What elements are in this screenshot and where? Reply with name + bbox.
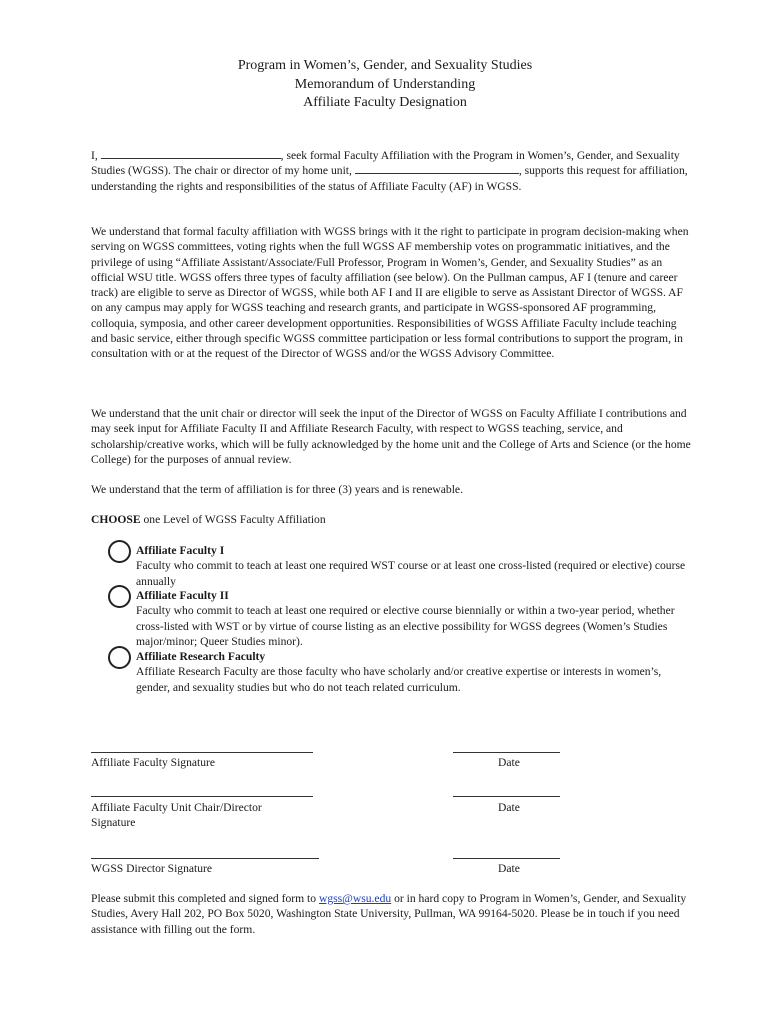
name-blank-field[interactable] <box>101 149 281 159</box>
footer-text-before: Please submit this completed and signed form to <box>91 892 319 905</box>
option-3-description: Affiliate Research Faculty are those faculty who have scholarly and/or creative expertise or interests in women’s, gender, and sexuality studies but who do not teach related curriculum. <box>136 665 662 694</box>
intro-text-1: I, <box>91 149 101 162</box>
unit-chair-label-line1: Affiliate Faculty Unit Chair/Director <box>91 801 262 814</box>
term-paragraph: We understand that the term of affiliation is for three (3) years and is renewable. <box>91 483 463 496</box>
header-designation-title: Affiliate Faculty Designation <box>303 95 467 110</box>
director-date-label: Date <box>498 862 520 875</box>
intro-paragraph <box>91 148 691 194</box>
submission-instructions <box>91 891 691 937</box>
rights-paragraph: We understand that formal faculty affiliation with WGSS brings with it the right to participate in program decision-making when serving on WGSS committees, voting rights when the full WGSS AF membership votes on programmatic initiatives, and the privilege of using “Affiliate Assistant/Associate/Full Professor, Program in Women’s, Gender, and Sexuality Studies” as an official WSU title. WGSS offers three types of faculty affiliation (see below). On the Pullman campus, AF I (tenure and career track) are eligible to serve as Director of WGSS, while both AF I and II are eligible to serve as Assistant Director of WGSS. AF on any campus may apply for WGSS teaching and research grants, and participate in WGSS-sponsored AF programming, colloquia, symposia, and other career development opportunities. Responsibilities of WGSS Affiliate Faculty include teaching and basic service, either through specific WGSS committee participation or less formal contributions to support the program, in consultation with or at the request of the Director of WGSS and/or the WGSS Advisory Committee. <box>91 225 689 361</box>
wgss-email-link[interactable]: wgss@wsu.edu <box>318 892 392 905</box>
review-paragraph: We understand that the unit chair or director will seek the input of the Director of WGSS on Faculty Affiliate I contributions and may seek input for Affiliate Faculty II and Affiliate Research Faculty, with respect to WGSS teaching, service, and scholarship/creative works, which will be fully acknowledged by the home unit and the College of Arts and Science (or the home College) for the purposes of annual review. <box>91 407 691 466</box>
radio-affiliate-faculty-1[interactable] <box>108 540 131 563</box>
choose-instruction <box>91 512 691 527</box>
unit-chair-signature-line[interactable] <box>91 796 313 797</box>
intro-text-2: , seek formal Faculty Affiliation with the Program in Women’s, Gender, and Sexuality Studies (WGSS). The chair or director of my home unit, <box>91 149 680 178</box>
choose-rest: one Level of WGSS Faculty Affiliation <box>140 513 326 526</box>
header-program-title: Program in Women’s, Gender, and Sexuality Studies <box>237 58 533 73</box>
option-affiliate-research-faculty <box>108 649 688 695</box>
unit-chair-signature-label <box>91 800 262 831</box>
choose-bold: CHOOSE <box>91 513 141 526</box>
radio-affiliate-research-faculty[interactable] <box>108 646 131 669</box>
option-2-description: Faculty who commit to teach at least one required or elective course biennially or within a two-year period, whether cross-listed with WST or by virtue of course listing as an elective possibility for WGSS degrees (Women’s Studies major/minor; Queer Studies minor). <box>136 604 675 648</box>
footer-text-after: or in hard copy to Program in Women’s, Gender, and Sexuality Studies, Avery Hall 202, PO Box 5020, Washington State University, Pullman, WA 99164-5020. Please be in touch if you need assistance with filling out the form. <box>91 892 687 936</box>
option-affiliate-faculty-1 <box>108 543 688 589</box>
home-unit-blank-field[interactable] <box>355 164 519 174</box>
option-1-title: Affiliate Faculty I <box>136 544 225 557</box>
header-memo-title: Memorandum of Understanding <box>294 76 476 92</box>
director-date-line[interactable] <box>453 858 560 859</box>
director-signature-line[interactable] <box>91 858 319 859</box>
director-signature-label: WGSS Director Signature <box>91 862 213 875</box>
unit-chair-date-line[interactable] <box>453 796 560 797</box>
option-2-title: Affiliate Faculty II <box>136 589 229 602</box>
affiliate-date-line[interactable] <box>453 752 560 753</box>
unit-chair-date-label: Date <box>498 801 520 814</box>
option-affiliate-faculty-2 <box>108 588 688 649</box>
affiliate-signature-line[interactable] <box>91 752 313 753</box>
option-1-description: Faculty who commit to teach at least one required WST course or at least one cross-listed (required or elective) course annually <box>136 559 686 588</box>
document-header <box>0 57 770 113</box>
intro-text-3: , supports this request for affiliation, understanding the rights and responsibilities of the status of Affiliate Faculty (AF) in WGSS. <box>91 164 688 193</box>
unit-chair-label-line2: Signature <box>91 816 136 830</box>
affiliate-signature-label: Affiliate Faculty Signature <box>91 756 216 769</box>
affiliate-date-label: Date <box>498 756 520 769</box>
option-3-title: Affiliate Research Faculty <box>136 650 266 663</box>
radio-affiliate-faculty-2[interactable] <box>108 585 131 608</box>
